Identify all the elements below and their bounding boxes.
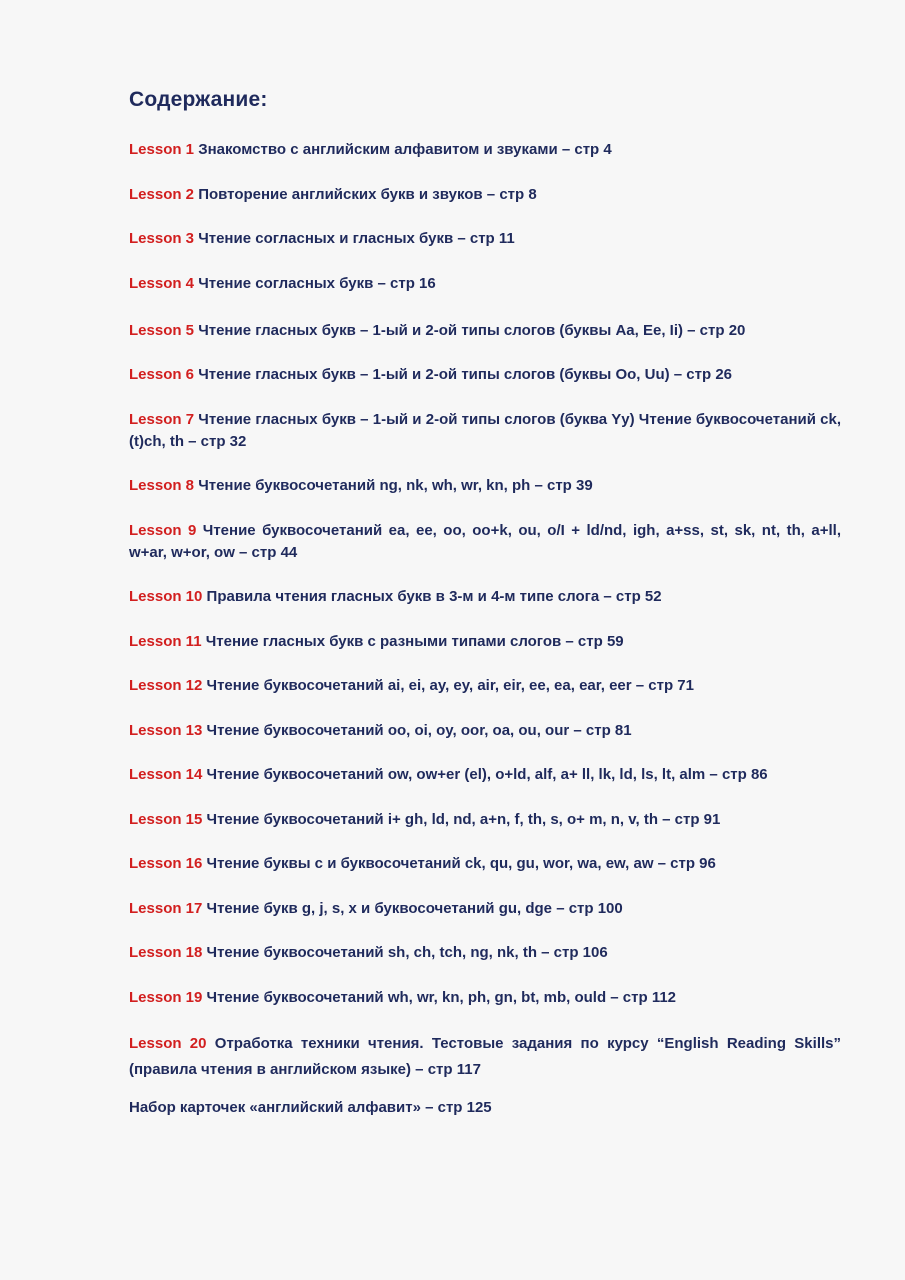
toc-entry-lesson-5 <box>129 320 841 342</box>
lesson-description: Чтение гласных букв – 1-ый и 2-ой типы слогов (буквы Oo, Uu) – стр 26 <box>198 366 733 383</box>
lesson-description: Чтение буквы c и буквосочетаний ck, qu, gu, wor, wa, ew, aw – стр 96 <box>206 855 716 872</box>
lesson-description: Чтение гласных букв с разными типами слогов – стр 59 <box>205 632 624 650</box>
lesson-label: Lesson 5 <box>129 321 195 339</box>
lesson-label: Lesson 13 <box>129 721 203 739</box>
lesson-description: Знакомство с английским алфавитом и звуками – стр 4 <box>198 141 612 158</box>
toc-entry-lesson-3 <box>129 228 841 250</box>
lesson-description: Отработка техники чтения. Тестовые задания по курсу “English Reading Skills” (правила чтения в английском языке) – стр 117 <box>129 1035 841 1078</box>
toc-entry-lesson-12 <box>129 675 841 697</box>
lesson-label: Lesson 18 <box>129 944 203 961</box>
lesson-description: Чтение гласных букв – 1-ый и 2-ой типы слогов (буква Yy) Чтение буквосочетаний ck, (t)ch, th – стр 32 <box>129 410 842 450</box>
lesson-label: Lesson 14 <box>129 766 203 783</box>
lesson-label: Lesson 16 <box>129 855 203 872</box>
toc-entry-lesson-15 <box>129 809 841 831</box>
toc-entry-lesson-10 <box>129 586 841 608</box>
lesson-label: Lesson 7 <box>129 410 195 428</box>
lesson-description: Чтение гласных букв – 1-ый и 2-ой типы слогов (буквы Aa, Ee, Ii) – стр 20 <box>198 321 746 339</box>
lesson-description: Чтение буквосочетаний ng, nk, wh, wr, kn, ph – стр 39 <box>198 477 593 494</box>
lesson-description: Чтение буквосочетаний ow, ow+er (el), o+ld, alf, a+ ll, lk, ld, ls, lt, alm – стр 86 <box>206 766 768 783</box>
lesson-description: Чтение букв g, j, s, x и буквосочетаний gu, dge – стр 100 <box>206 899 623 917</box>
lesson-label: Lesson 1 <box>129 141 195 158</box>
toc-entry-lesson-6 <box>129 364 841 386</box>
table-of-contents <box>129 88 841 1142</box>
toc-entry-lesson-7 <box>129 409 841 453</box>
toc-entry-lesson-16 <box>129 853 841 875</box>
lesson-description: Чтение согласных букв – стр 16 <box>198 274 436 292</box>
lesson-label: Lesson 9 <box>129 521 197 539</box>
lesson-label: Lesson 17 <box>129 899 203 917</box>
lesson-label: Lesson 8 <box>129 477 195 494</box>
page-title: Содержание: <box>129 88 268 111</box>
toc-entry-lesson-4 <box>129 273 841 295</box>
lesson-description: Чтение буквосочетаний oo, oi, oy, oor, oa, ou, our – стр 81 <box>206 721 632 739</box>
toc-entry-alphabet-cards: Набор карточек «английский алфавит» – стр 125 <box>129 1099 492 1116</box>
toc-entry-lesson-20 <box>129 1031 841 1083</box>
toc-entry-lesson-13 <box>129 720 841 742</box>
toc-entry-lesson-18 <box>129 942 841 964</box>
toc-entry-lesson-14 <box>129 764 841 786</box>
toc-entry-lesson-1 <box>129 139 841 161</box>
lesson-description: Чтение буквосочетаний i+ gh, ld, nd, a+n, f, th, s, o+ m, n, v, th – стр 91 <box>206 810 721 828</box>
lesson-description: Чтение буквосочетаний wh, wr, kn, ph, gn, bt, mb, ould – стр 112 <box>206 988 677 1006</box>
lesson-label: Lesson 3 <box>129 230 195 247</box>
lesson-description: Чтение буквосочетаний sh, ch, tch, ng, nk, th – стр 106 <box>206 944 608 961</box>
lesson-description: Правила чтения гласных букв в 3-м и 4-м типе слога – стр 52 <box>206 588 662 605</box>
toc-entry-lesson-11 <box>129 631 841 653</box>
lesson-label: Lesson 4 <box>129 274 195 292</box>
lesson-label: Lesson 20 <box>129 1035 207 1052</box>
lesson-description: Чтение буквосочетаний ea, ee, oo, oo+k, ou, o/I + ld/nd, igh, a+ss, st, sk, nt, th, a+ll, w+ar, w+or, ow – стр 44 <box>129 521 841 561</box>
lesson-description: Чтение согласных и гласных букв – стр 11 <box>198 230 515 247</box>
lesson-label: Lesson 10 <box>129 588 203 605</box>
lesson-label: Lesson 12 <box>129 677 203 694</box>
lesson-description: Чтение буквосочетаний ai, ei, ay, ey, air, eir, ee, ea, ear, eer – стр 71 <box>206 677 694 694</box>
toc-entry-lesson-9 <box>129 520 841 564</box>
toc-entry-lesson-17 <box>129 898 841 920</box>
lesson-label: Lesson 11 <box>129 632 202 650</box>
lesson-label: Lesson 2 <box>129 185 195 203</box>
lesson-description: Повторение английских букв и звуков – стр 8 <box>198 185 537 203</box>
toc-entry-lesson-2 <box>129 184 841 206</box>
toc-entry-lesson-19 <box>129 987 841 1009</box>
lesson-label: Lesson 15 <box>129 810 203 828</box>
lesson-label: Lesson 19 <box>129 988 203 1006</box>
lesson-label: Lesson 6 <box>129 366 195 383</box>
toc-entry-lesson-8 <box>129 475 841 497</box>
